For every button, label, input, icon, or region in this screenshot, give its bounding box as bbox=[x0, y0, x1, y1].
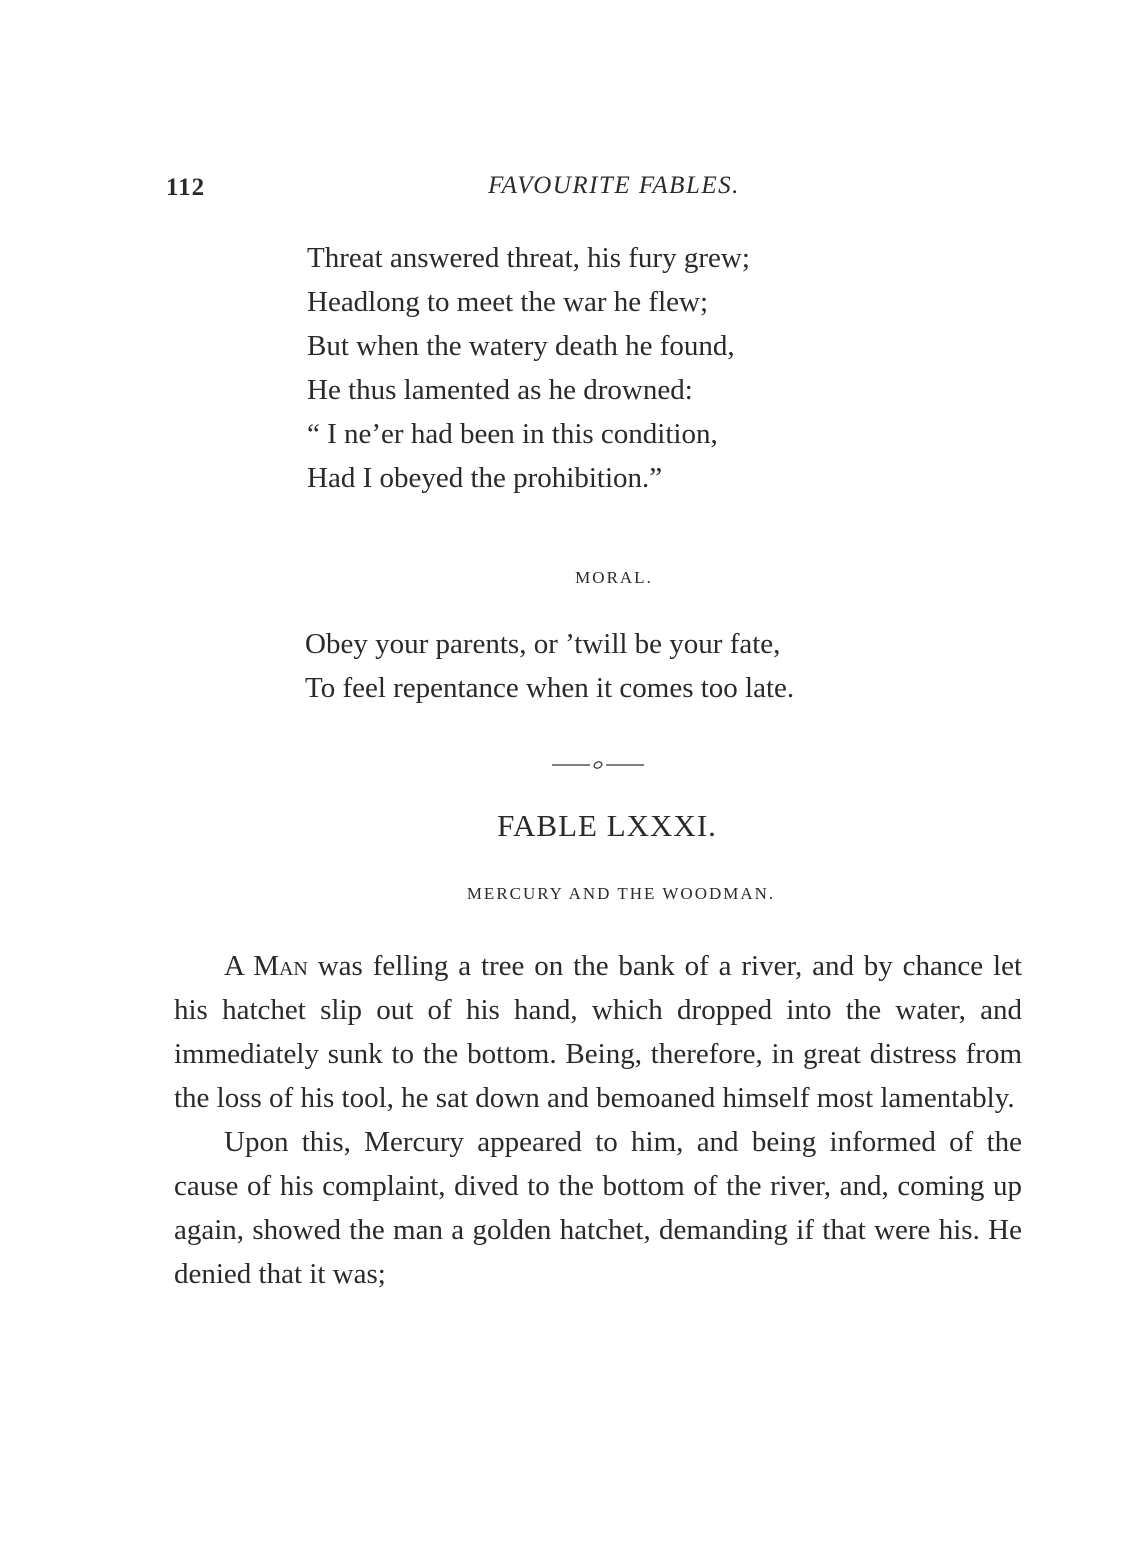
fable-subtitle: MERCURY AND THE WOODMAN. bbox=[466, 884, 776, 903]
moral-line: Obey your parents, or ’twill be your fate, bbox=[305, 628, 781, 660]
verse-line: “ I ne’er had been in this condition, bbox=[307, 418, 718, 450]
verse-line: But when the watery death he found, bbox=[307, 330, 735, 362]
page-number: 112 bbox=[166, 174, 206, 201]
verse-line: Threat answered threat, his fury grew; bbox=[307, 242, 750, 274]
fable-title: FABLE LXXXI. bbox=[497, 808, 717, 843]
verse-line: He thus lamented as he drowned: bbox=[307, 374, 693, 406]
fable-text bbox=[174, 944, 1022, 1296]
section-divider-ornament bbox=[552, 760, 644, 770]
paragraph-text: was felling a tree on the bank of a river, and by chance let his hatchet slip out of his hand, which dropped into the water, and immediately sunk to the bottom. Being, therefore, in great distress from the loss of his tool, he sat down and bemoaned himself most lamentably. bbox=[174, 950, 1022, 1114]
moral-heading: MORAL. bbox=[575, 568, 653, 587]
paragraph bbox=[174, 944, 1022, 1120]
verse-line: Headlong to meet the war he flew; bbox=[307, 286, 709, 318]
paragraph-opening: A Man bbox=[224, 950, 308, 982]
verse-line: Had I obeyed the prohibition.” bbox=[307, 462, 663, 494]
moral-line: To feel repentance when it comes too late. bbox=[305, 672, 795, 704]
running-title: FAVOURITE FABLES. bbox=[488, 172, 740, 199]
moral-block bbox=[305, 622, 794, 710]
paragraph: Upon this, Mercury appeared to him, and being informed of the cause of his complaint, dived to the bottom of the river, and, coming up again, showed the man a golden hatchet, demanding if that were his. He denied that it was; bbox=[174, 1126, 1022, 1290]
verse-block bbox=[307, 236, 750, 500]
